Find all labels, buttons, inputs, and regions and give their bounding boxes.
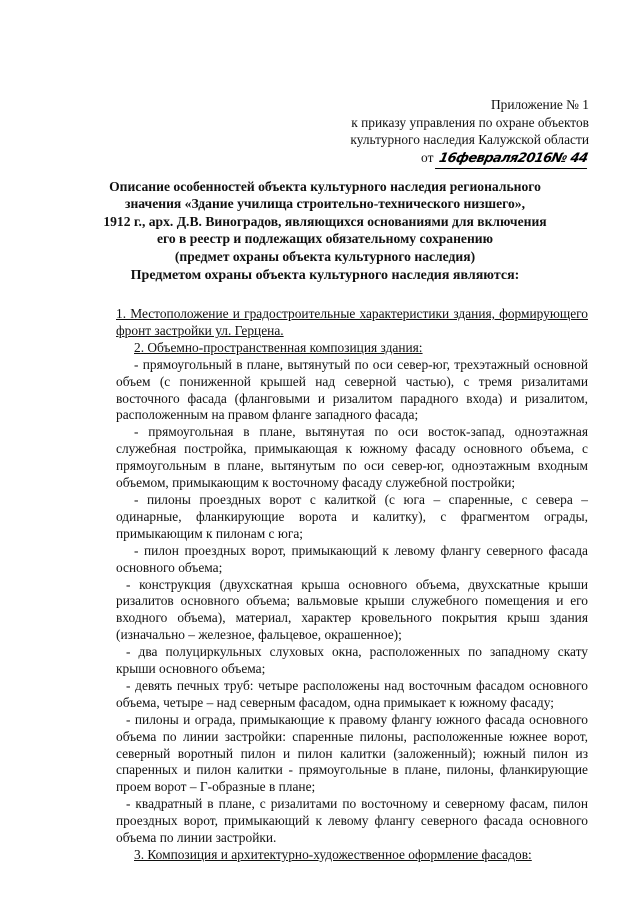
appendix-date-line bbox=[289, 149, 589, 169]
section-1: 1. Местоположение и градостроительные характеристики здания, формирующего фронт застройки ул. Герцена. bbox=[116, 306, 588, 338]
appendix-header bbox=[289, 96, 589, 168]
list-item: - пилон проездных ворот, примыкающий к левому флангу северного фасада основного объема; bbox=[116, 542, 588, 575]
document-title bbox=[90, 178, 560, 265]
title-line-1: Описание особенностей объекта культурного наследия регионального bbox=[109, 179, 541, 194]
date-prefix: от bbox=[421, 149, 434, 165]
title-line-2: значения «Здание училища строительно-технического низшего», bbox=[125, 196, 525, 212]
appendix-authority-line: культурного наследия Калужской области bbox=[350, 132, 589, 147]
appendix-number: Приложение № 1 bbox=[490, 97, 589, 112]
section-heading: Предметом охраны объекта культурного наследия являются: bbox=[130, 268, 520, 283]
section-3-heading bbox=[116, 847, 588, 864]
list-item: - прямоугольная в плане, вытянутая по оси восток-запад, одноэтажная служебная постройка, примыкающая к южному фасаду основного объема, с прямоугольным в плане, вытянутым по оси север-юг, одноэтажным входным объемом, примыкающим к восточному фасаду служебной постройки; bbox=[116, 424, 588, 491]
title-line-3: 1912 г., арх. Д.В. Виноградов, являющихся основаниями для включения bbox=[103, 213, 547, 229]
document-body bbox=[116, 306, 588, 864]
list-item: - конструкция (двухскатная крыша основного объема, двухскатные крыши ризалитов основного объема; вальмовые крыши служебного помещения и его входного объема), материал, характер кровельного покрытия крыш здания (изначально – железное, фальцевое, окрашенное); bbox=[116, 576, 588, 643]
section-3-heading-text: 3. Композиция и архитектурно-художественное оформление фасадов: bbox=[134, 847, 532, 862]
appendix-order-line: к приказу управления по охране объектов bbox=[351, 114, 589, 130]
list-item: - девять печных труб: четыре расположены над восточным фасадом основного объема, четыре – над северным фасадом, одна примыкает к южному фасаду; bbox=[116, 677, 588, 710]
list-item: - квадратный в плане, с ризалитами по восточному и северному фасам, пилон проездных ворот, примыкающий к левому флангу северного фасада основного объема по линии застройки. bbox=[116, 796, 588, 846]
title-line-5: (предмет охраны объекта культурного наследия) bbox=[174, 248, 476, 264]
section-2-heading-text: 2. Объемно-пространственная композиция здания: bbox=[134, 339, 423, 355]
list-item: - пилоны проездных ворот с калиткой (с юга – спаренные, с севера – одинарные, фланкирующие ворота и калитку), с фрагментом ограды, примыкающим к пилонам с юга; bbox=[116, 491, 588, 541]
list-item: - прямоугольный в плане, вытянутый по оси север-юг, трехэтажный основной объем (с пониженной крышей над северной частью), с тремя ризалитами восточного фасада (фланговыми и ризалитом парадного входа) и ризалитом, расположенным на правом фланге западного фасада; bbox=[116, 356, 588, 423]
list-item: - пилоны и ограда, примыкающие к правому флангу южного фасада основного объема по линии застройки: спаренные пилоны, расположенные южнее ворот, северный воротный пилон и пилон калитки (заложенный); южный пилон из спаренных и пилон калитки - прямоугольные в плане, пилоны, фланкирующие проем ворот – Г-образные в плане; bbox=[116, 711, 588, 795]
title-line-4: его в реестр и подлежащих обязательному сохранению bbox=[156, 231, 494, 247]
handwritten-date-number: 16февраля2016№ 44 bbox=[435, 150, 591, 169]
list-item: - два полуциркульных слуховых окна, расположенных по западному скату крыши основного объема; bbox=[116, 644, 588, 677]
section-2-heading bbox=[116, 340, 588, 357]
